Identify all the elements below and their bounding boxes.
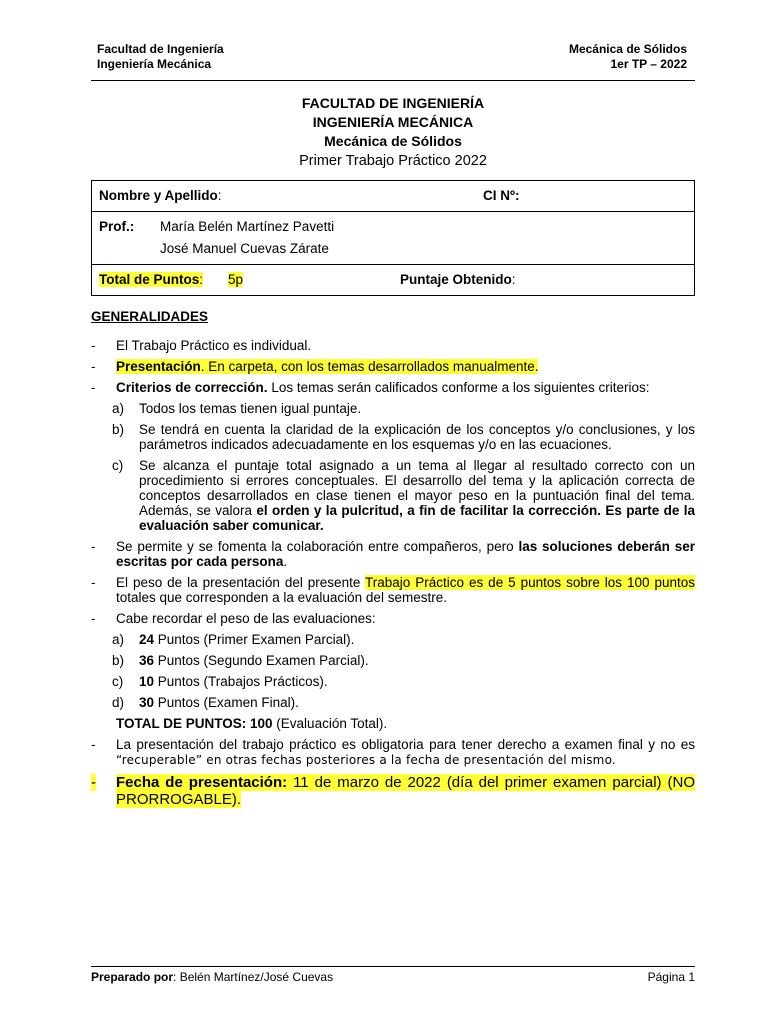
peso-highlight: Trabajo Práctico es de 5 puntos sobre los 100 puntos [365, 575, 695, 590]
total-bold: TOTAL DE PUNTOS: 100 [116, 716, 273, 731]
sub-letter: c) [112, 458, 124, 473]
bullet: - [91, 539, 96, 554]
criterios-text: Los temas serán calificados conforme a los siguientes criterios: [267, 380, 650, 395]
bullet: - [91, 737, 96, 752]
ci-colon: : [514, 188, 520, 203]
list-item [91, 380, 695, 395]
list-item [91, 359, 695, 374]
list-item [91, 539, 695, 569]
prof-label: Prof.: [99, 219, 135, 234]
bullet: - [91, 774, 96, 791]
list-item [91, 611, 695, 626]
item-individual: El Trabajo Práctico es individual. [116, 338, 312, 353]
header-career: Ingeniería Mecánica [97, 57, 212, 71]
eval-text: Puntos (Examen Final). [154, 695, 299, 710]
footer-prepared [91, 970, 333, 984]
list-item [91, 737, 695, 768]
colaboracion-bold: las soluciones deberán ser escritas por cada persona [116, 539, 695, 569]
prepared-value: : Belén Martínez/José Cuevas [173, 970, 334, 984]
sub-letter: a) [112, 632, 125, 647]
obligatoria-mono: “recuperable” en otras fechas posteriores a la fecha de presentación del mismo. [116, 753, 616, 767]
row-student [92, 181, 694, 212]
total-points-value: 5p [228, 272, 244, 287]
row-points [92, 265, 694, 295]
total-points-field [99, 272, 203, 287]
criterios-bold: Criterios de corrección. [116, 380, 268, 395]
fecha-text: 11 de marzo de 2022 (día del primer examen parcial) (NO PRORROGABLE). [116, 774, 695, 808]
eval-points: 36 [139, 653, 155, 668]
header-left [97, 42, 224, 72]
presentacion-bold: Presentación [116, 359, 201, 374]
eval-text: Puntos (Primer Examen Parcial). [154, 632, 355, 647]
presentacion-text: . En carpeta, con los temas desarrollados manualmente. [200, 359, 539, 374]
header-subject: Mecánica de Sólidos [568, 42, 687, 56]
bullet: - [91, 359, 96, 374]
total-points-colon: : [199, 272, 204, 287]
fecha-bold: Fecha de presentación: [116, 774, 288, 791]
sub-letter: d) [112, 695, 125, 710]
nombre-field [99, 188, 222, 203]
evaluaciones-intro: Cabe recordar el peso de las evaluaciones: [116, 611, 376, 626]
bullet: - [91, 380, 96, 395]
nombre-label: Nombre y Apellido [99, 188, 218, 203]
sub-item [91, 632, 695, 647]
row-professors [92, 212, 694, 265]
item-presentacion [116, 359, 538, 374]
peso-end: totales que corresponden a la evaluación del semestre. [116, 590, 447, 605]
colaboracion-text: Se permite y se fomenta la colaboración entre compañeros, pero [116, 539, 519, 554]
sub-item [91, 458, 695, 533]
header-tp: 1er TP – 2022 [610, 57, 687, 71]
document-title [91, 94, 695, 172]
bullet: - [91, 338, 96, 353]
section-title: GENERALIDADES [91, 309, 209, 324]
sub-item [91, 422, 695, 452]
prepared-label: Preparado por [91, 970, 174, 984]
eval-points: 24 [139, 632, 155, 647]
sub-item [91, 401, 695, 416]
bullet: - [91, 611, 96, 626]
eval-text: Puntos (Trabajos Prácticos). [154, 674, 328, 689]
criterio-c-bold: el orden y la pulcritud, a fin de facilitar la corrección. Es parte de la evaluación saber comunicar. [139, 503, 695, 533]
eval-points: 10 [139, 674, 155, 689]
sub-letter: c) [112, 674, 124, 689]
peso-text: El peso de la presentación del presente [116, 575, 366, 590]
ci-label: CI Nº [483, 188, 515, 203]
puntaje-label: Puntaje Obtenido [400, 272, 512, 287]
ci-field [483, 188, 519, 203]
list-item [91, 338, 695, 353]
bullet: - [91, 575, 96, 590]
sub-letter: a) [112, 401, 125, 416]
page-header [91, 42, 695, 81]
puntaje-colon: : [511, 272, 516, 287]
title-subject: Mecánica de Sólidos [324, 133, 462, 149]
nombre-colon: : [217, 188, 222, 203]
sub-item [91, 653, 695, 668]
criterio-a: Todos los temas tienen igual puntaje. [139, 401, 362, 416]
sub-letter: b) [112, 653, 125, 668]
professor-1: María Belén Martínez Pavetti [160, 219, 335, 234]
list-item [91, 575, 695, 605]
fecha-presentacion [116, 774, 695, 808]
eval-text: Puntos (Segundo Examen Parcial). [154, 653, 369, 668]
generalidades-content [91, 338, 695, 814]
page-number: Página 1 [647, 970, 695, 984]
colaboracion-end: . [283, 554, 288, 569]
title-career: INGENIERÍA MECÁNICA [312, 114, 474, 130]
title-faculty: FACULTAD DE INGENIERÍA [301, 95, 485, 111]
obligatoria-text: La presentación del trabajo práctico es obligatoria para tener derecho a examen final y no es [116, 737, 695, 752]
puntaje-field [400, 272, 516, 287]
eval-points: 30 [139, 695, 155, 710]
criterio-c: Se alcanza el puntaje total asignado a un tema al llegar al resultado correcto con un procedimiento si errores conceptuales. El desarrollo del tema y la aplicación correcta de conceptos desarrollados en clase tienen el mayor peso en la puntuación final del tema. Además, se valora [139, 458, 695, 518]
total-text: (Evaluación Total). [272, 716, 388, 731]
sub-letter: b) [112, 422, 125, 437]
total-line [91, 716, 695, 731]
title-assignment: Primer Trabajo Práctico 2022 [299, 153, 487, 169]
page-footer [91, 966, 695, 984]
info-table [91, 180, 695, 296]
header-faculty: Facultad de Ingeniería [97, 42, 224, 56]
total-points-label: Total de Puntos [99, 272, 200, 287]
sub-item [91, 674, 695, 689]
criterio-b: Se tendrá en cuenta la claridad de la explicación de los conceptos y/o conclusiones, y los parámetros indicados adecuadamente en los esquemas y/o en las ecuaciones. [139, 422, 695, 452]
professor-2: José Manuel Cuevas Zárate [160, 241, 329, 256]
list-item [91, 774, 695, 808]
sub-item [91, 695, 695, 710]
header-right [569, 42, 687, 72]
